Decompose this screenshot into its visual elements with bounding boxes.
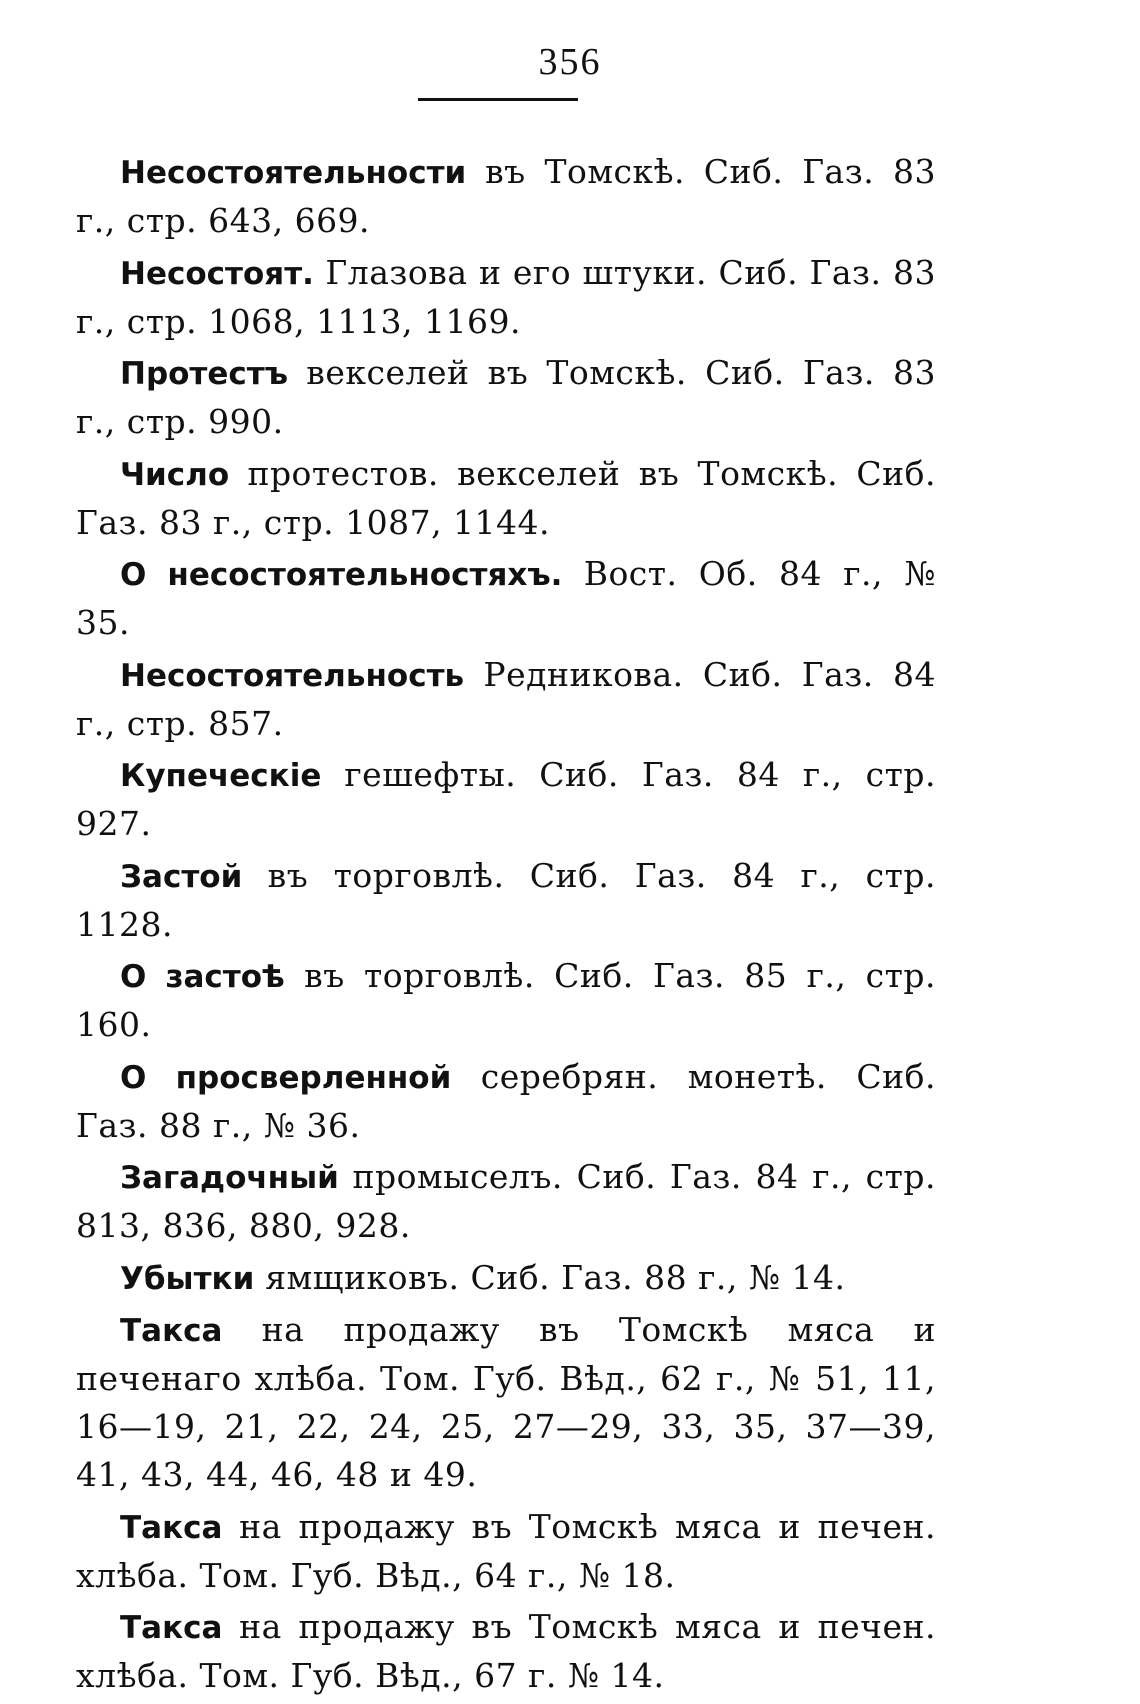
- page-number: 356: [538, 41, 602, 83]
- entry: [76, 148, 936, 245]
- entry: [76, 249, 936, 346]
- entry: [76, 550, 936, 647]
- entry-text: серебрян. монетѣ. Сиб. Газ. 88 г., № 36.: [76, 1056, 936, 1145]
- entry: [76, 651, 936, 748]
- entry-lead: Число: [120, 456, 230, 493]
- entry-text: векселей въ Томскѣ. Сиб. Газ. 83 г., стр. 990.: [76, 353, 936, 441]
- bibliography-entries: [76, 148, 936, 1704]
- entry-lead: Такса: [120, 1509, 223, 1546]
- entry-text: на продажу въ Томскѣ мяса и печен. хлѣба. Том. Губ. Вѣд., 64 г., № 18.: [76, 1506, 936, 1595]
- entry-lead: Несостоятельность: [120, 657, 465, 694]
- entry: [76, 751, 936, 848]
- entry-lead: Застой: [120, 858, 243, 895]
- entry-lead: Такса: [120, 1610, 223, 1646]
- entry-lead: Несостоятельности: [120, 155, 467, 191]
- entry-text: Редникова. Сиб. Газ. 84 г., стр. 857.: [76, 654, 936, 743]
- entry-lead: Несостоят.: [120, 255, 314, 292]
- entry: [76, 1254, 936, 1303]
- entry: [76, 1306, 936, 1499]
- entry: [76, 952, 936, 1049]
- entry-text: Глазова и его штуки. Сиб. Газ. 83 г., стр. 1068, 1113, 1169.: [76, 252, 936, 341]
- entry-text: ямщиковъ. Сиб. Газ. 88 г., № 14.: [254, 1257, 846, 1297]
- entry-text: на продажу въ Томскѣ мяса и печенаго хлѣба. Том. Губ. Вѣд., 62 г., № 51, 11, 16—19, 21, 22, 24, 25, 27—29, 33, 35, 37—39, 41, 43, 44, 46, 48 и 49.: [76, 1310, 936, 1494]
- entry: [76, 1153, 936, 1250]
- entry-lead: О несостоятельностяхъ.: [120, 557, 563, 593]
- entry-text: въ торговлѣ. Сиб. Газ. 84 г., стр. 1128.: [76, 855, 936, 944]
- header-rule: [418, 98, 578, 101]
- entry-text: Вост. Об. 84 г., № 35.: [76, 554, 936, 642]
- entry: [76, 1503, 936, 1600]
- entry-text: протестов. векселей въ Томскѣ. Сиб. Газ. 83 г., стр. 1087, 1144.: [76, 453, 936, 542]
- entry-text: въ торговлѣ. Сиб. Газ. 85 г., стр. 160.: [76, 956, 936, 1044]
- entry-lead: Купеческіе: [120, 758, 322, 794]
- entry-lead: О застоѣ: [120, 959, 285, 995]
- entry-text: гешефты. Сиб. Газ. 84 г., стр. 927.: [76, 755, 936, 843]
- entry-lead: О просверленной: [120, 1059, 452, 1096]
- entry: [76, 450, 936, 547]
- entry-text: въ Томскѣ. Сиб. Газ. 83 г., стр. 643, 669.: [76, 152, 936, 240]
- entry: [76, 1603, 936, 1700]
- entry-lead: Протестъ: [120, 356, 289, 392]
- entry: [76, 349, 936, 446]
- entry-lead: Загадочный: [120, 1160, 339, 1196]
- entry-lead: Такса: [120, 1313, 223, 1349]
- entry-text: на продажу въ Томскѣ мяса и печен. хлѣба. Том. Губ. Вѣд., 67 г. № 14.: [76, 1607, 936, 1695]
- entry: [76, 1053, 936, 1150]
- entry-text: промыселъ. Сиб. Газ. 84 г., стр. 813, 836, 880, 928.: [76, 1157, 936, 1245]
- entry-lead: Убытки: [120, 1260, 255, 1297]
- entry: [76, 852, 936, 949]
